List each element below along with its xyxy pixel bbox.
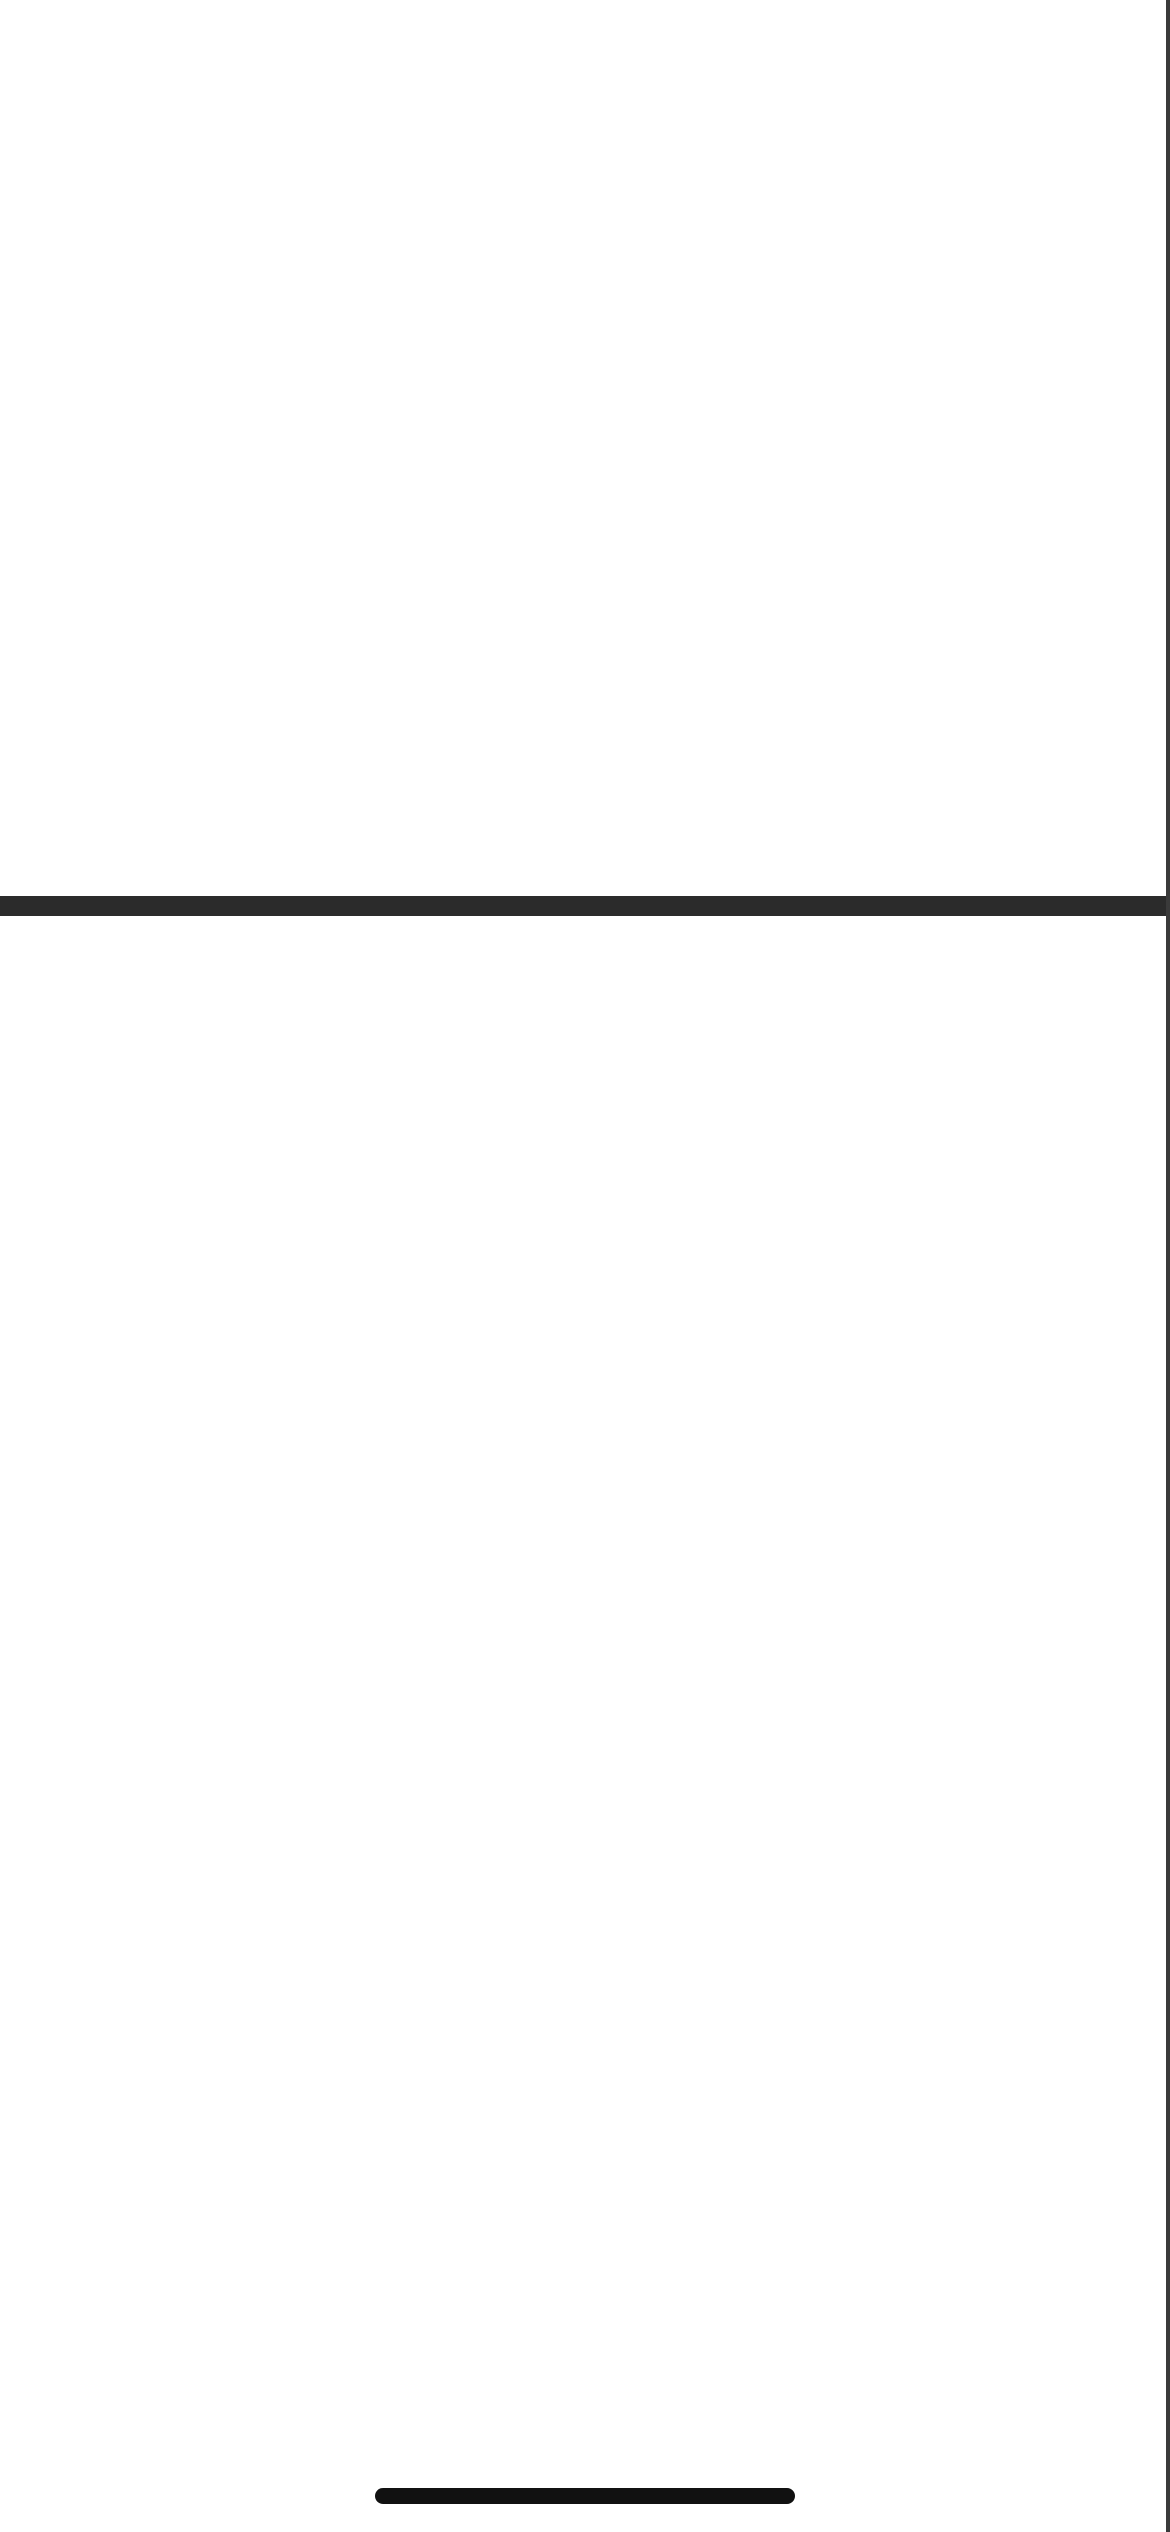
page-right-edge [1166, 0, 1170, 2532]
home-indicator[interactable] [375, 2488, 795, 2504]
document-page-bottom [0, 916, 1170, 2532]
document-page-top [0, 0, 1170, 896]
page-separator [0, 896, 1170, 916]
